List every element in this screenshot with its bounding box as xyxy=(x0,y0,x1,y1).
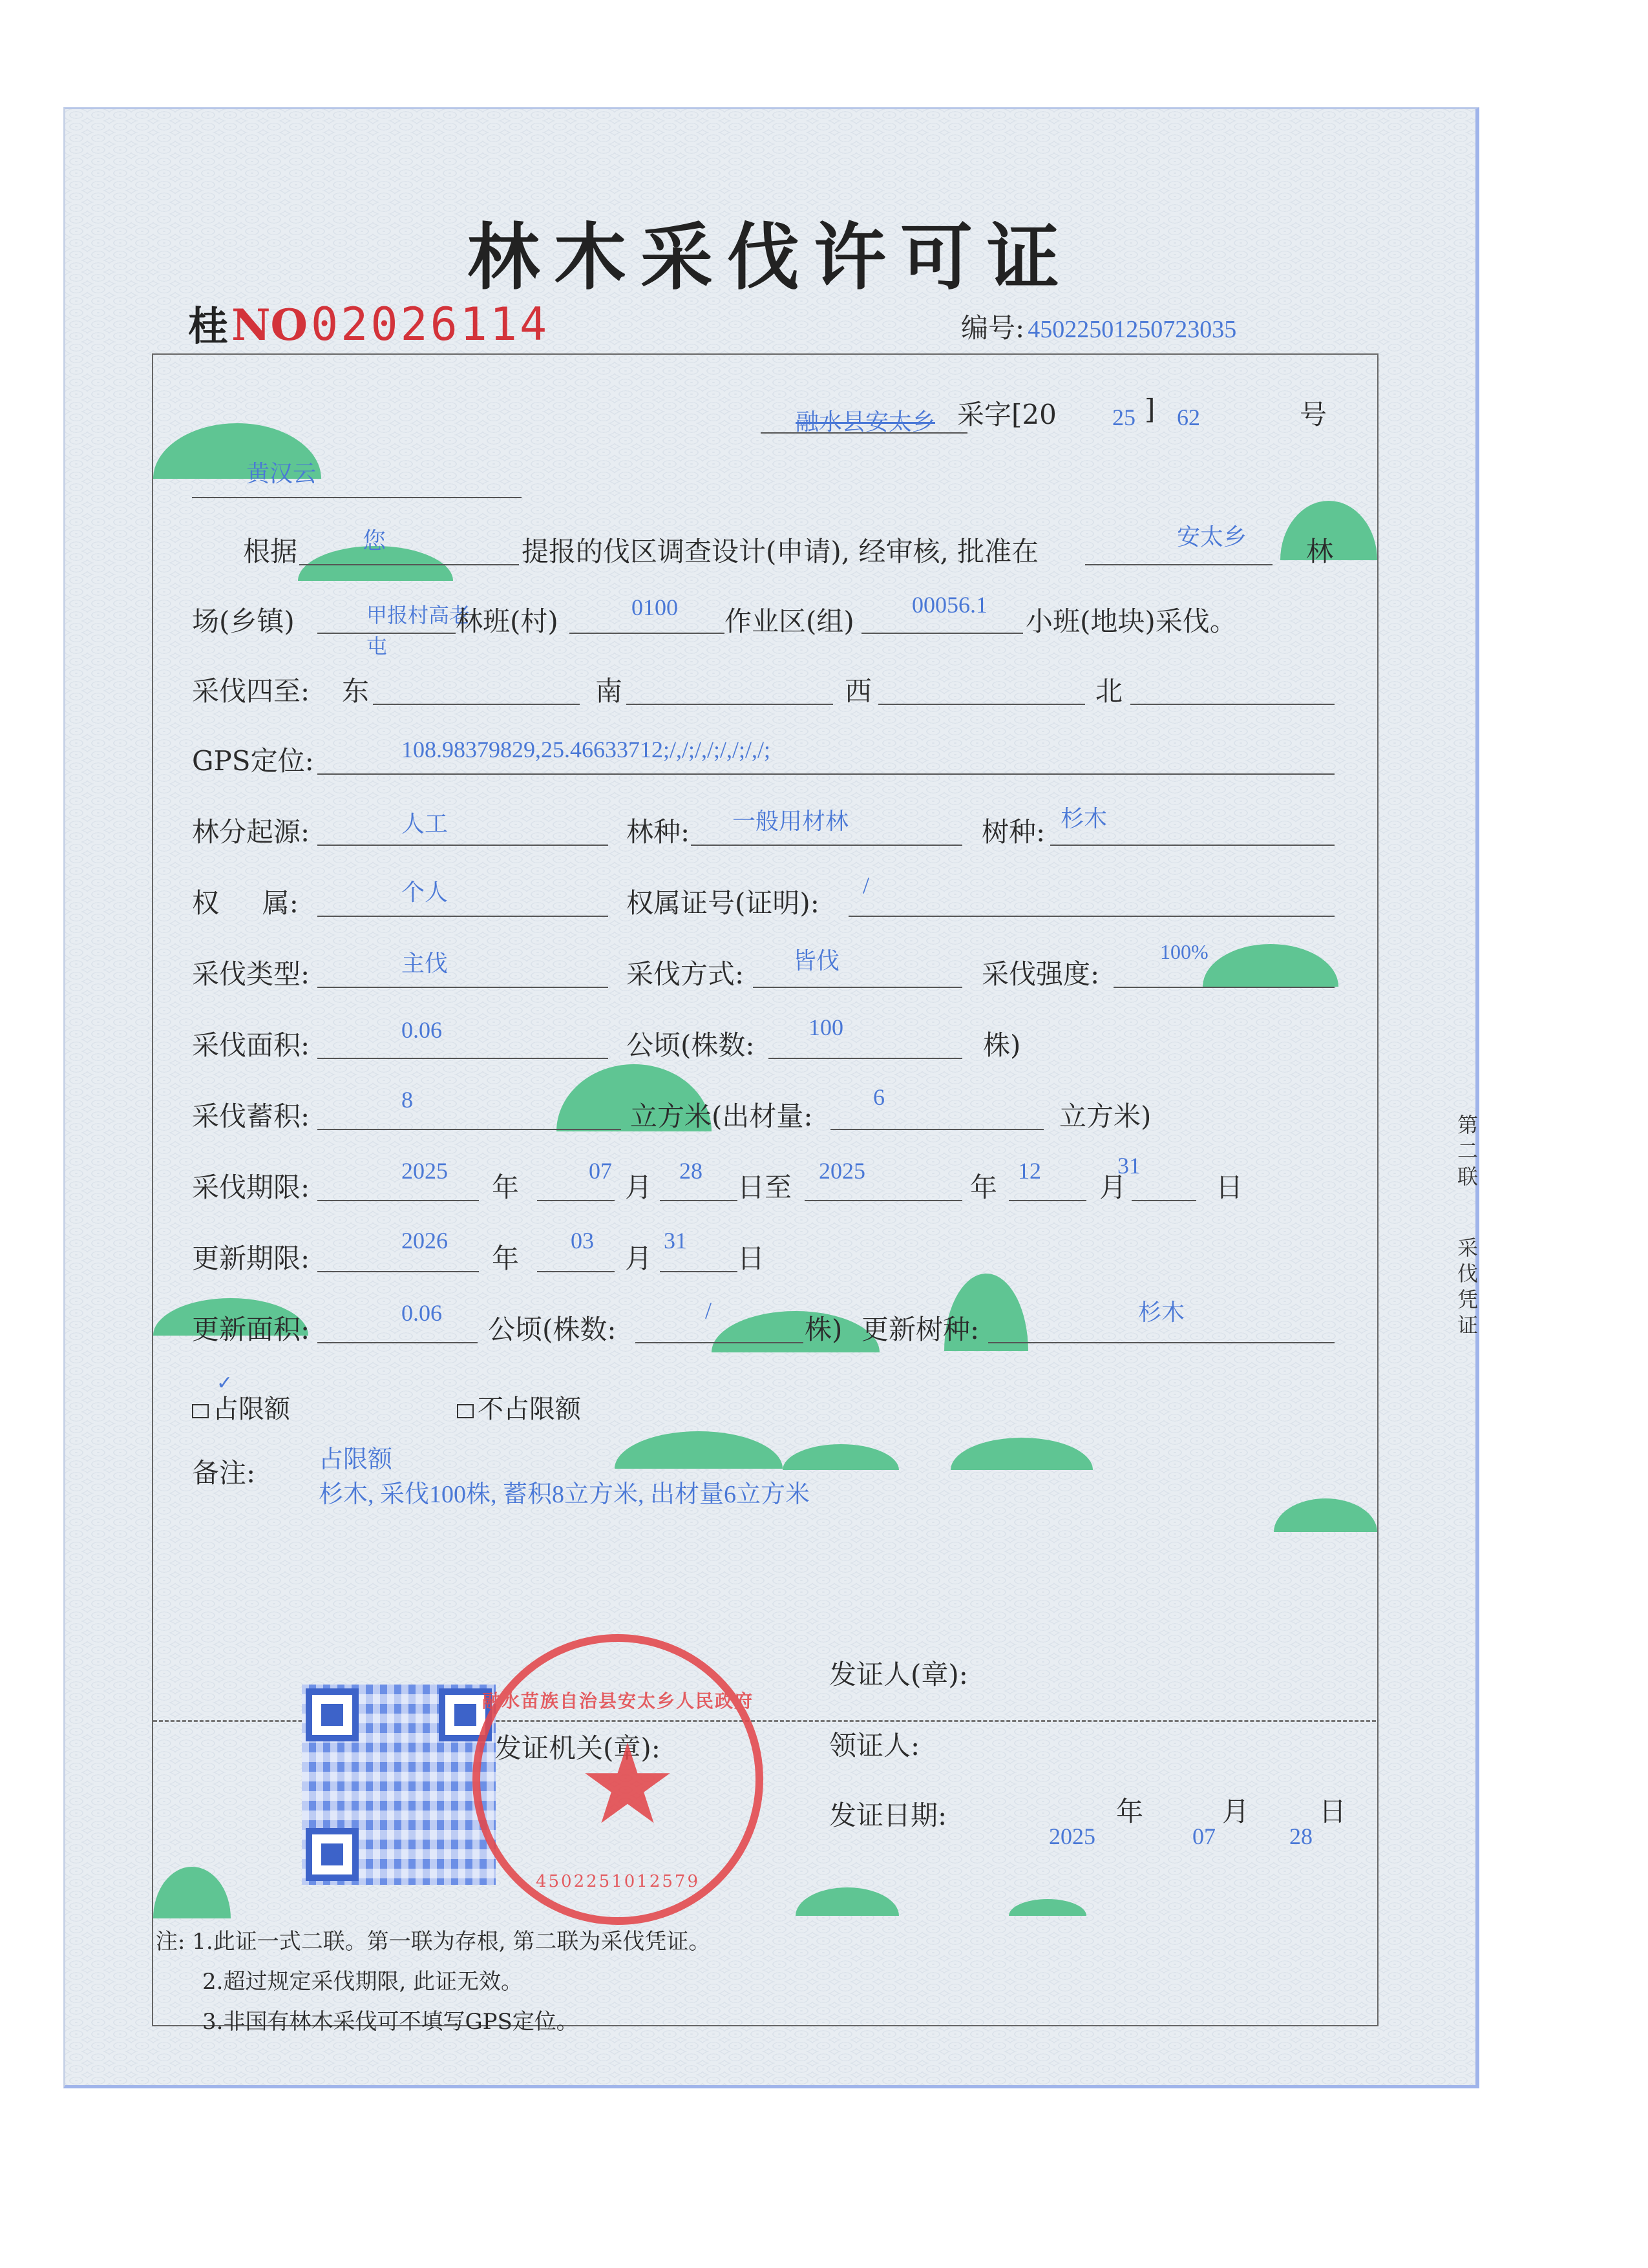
permit-no-label: 采字[20 xyxy=(957,399,1057,430)
recipient-name: 黄汉云 xyxy=(246,461,317,487)
renew-species-value: 杉木 xyxy=(1138,1299,1185,1325)
zone-value: 00056.1 xyxy=(912,592,988,618)
area-count-unit: 株) xyxy=(983,1029,1021,1061)
area-count: 100 xyxy=(808,1014,843,1040)
origin-value: 人工 xyxy=(401,811,449,837)
cut-intensity-value: 100% xyxy=(1160,940,1209,963)
area-unit: 公顷(株数: xyxy=(626,1029,755,1061)
period-year-label-2: 年 xyxy=(970,1171,998,1203)
origin-label: 林分起源: xyxy=(192,816,310,848)
cut-type-underline xyxy=(317,987,608,988)
note-3: 3.非国有林木采伐可不填写GPS定位。 xyxy=(202,2009,578,2035)
volume-yield: 6 xyxy=(873,1084,885,1110)
cut-type-label: 采伐类型: xyxy=(192,958,310,990)
species-underline xyxy=(1050,845,1335,846)
cut-method-label: 采伐方式: xyxy=(626,958,745,990)
issue-year-label: 年 xyxy=(1116,1796,1144,1827)
basis-forest: 林 xyxy=(1306,536,1334,567)
area-label: 采伐面积: xyxy=(192,1029,310,1061)
boundary-west: 西 xyxy=(845,675,872,707)
side-purpose-label: 采伐凭证 xyxy=(1457,1235,1478,1338)
seal-code: 4502251012579 xyxy=(535,1872,701,1891)
forest-type-value: 一般用材林 xyxy=(732,808,849,834)
basis-text: 提报的伐区调查设计(申请), 经审核, 批准在 xyxy=(522,536,1039,567)
boundary-east: 东 xyxy=(342,675,370,707)
renew-count-underline xyxy=(635,1342,803,1343)
renew-month-label: 月 xyxy=(625,1243,653,1274)
permit-bracket: ] xyxy=(1145,394,1156,425)
period-m1-underline xyxy=(537,1200,615,1201)
renew-area-label: 更新面积: xyxy=(192,1314,310,1345)
period-day-label: 日 xyxy=(1216,1171,1243,1203)
lin-ban-label: 林班(村) xyxy=(456,605,558,637)
period-month-label-2: 月 xyxy=(1099,1171,1127,1203)
quota-occupy-checkbox[interactable] xyxy=(192,1404,209,1418)
basis-who: 您 xyxy=(363,528,386,554)
quota-tick: ✓ xyxy=(217,1372,233,1394)
place-underline xyxy=(1085,564,1273,565)
zone-underline xyxy=(861,633,1023,634)
ownership-value: 个人 xyxy=(401,879,449,905)
note-1: 注: 1.此证一式二联。第一联为存根, 第二联为采伐凭证。 xyxy=(156,1929,711,1955)
issue-day-label: 日 xyxy=(1319,1796,1347,1827)
species-value: 杉木 xyxy=(1061,806,1108,832)
remarks-label: 备注: xyxy=(192,1457,256,1489)
code-label: 编号: xyxy=(961,312,1025,344)
cut-type-value: 主伐 xyxy=(401,950,449,976)
volume-value: 8 xyxy=(401,1087,413,1113)
basis-underline xyxy=(299,564,519,565)
origin-underline xyxy=(317,845,608,846)
volume-unit: 立方米(出材量: xyxy=(630,1100,813,1132)
renew-count-unit: 株) xyxy=(805,1314,843,1345)
issue-day: 28 xyxy=(1289,1823,1313,1849)
issue-month-label: 月 xyxy=(1222,1796,1250,1827)
period-month-end: 12 xyxy=(1018,1158,1041,1184)
permit-year: 25 xyxy=(1112,404,1136,430)
forest-type-label: 林种: xyxy=(626,816,690,848)
ownership-label: 权 属: xyxy=(192,887,299,919)
period-day-start: 28 xyxy=(679,1158,703,1184)
ownership-cert-label: 权属证号(证明): xyxy=(626,887,819,919)
permit-code xyxy=(961,307,1236,346)
ownership-cert-underline xyxy=(849,916,1335,917)
renew-day-label: 日 xyxy=(737,1243,765,1274)
issue-date-label: 发证日期: xyxy=(829,1800,947,1831)
lin-ban-value: 0100 xyxy=(631,594,678,620)
basis-place: 安太乡 xyxy=(1177,524,1247,550)
village-value: 甲报村高老 xyxy=(366,604,470,627)
quota-not-occupy-option[interactable] xyxy=(457,1389,581,1425)
permit-suffix: 号 xyxy=(1300,399,1327,430)
renew-day: 31 xyxy=(664,1228,687,1254)
page-title: 林木采伐许可证 xyxy=(467,215,1073,300)
serial-no-mark: NO xyxy=(231,300,308,350)
serial-value: 02026114 xyxy=(311,298,550,351)
renew-period-label: 更新期限: xyxy=(192,1243,310,1274)
period-to: 日至 xyxy=(737,1171,792,1203)
south-underline xyxy=(626,704,833,705)
renew-count: / xyxy=(705,1297,712,1323)
side-part-label: 第二联 xyxy=(1457,1113,1478,1189)
ownership-underline xyxy=(317,916,608,917)
boundary-north: 北 xyxy=(1095,675,1123,707)
note-2: 2.超过规定采伐期限, 此证无效。 xyxy=(202,1969,523,1995)
gps-value: 108.98379829,25.46633712;/,/;/,/;/,/;/,/; xyxy=(401,737,771,762)
period-m2-underline xyxy=(1009,1200,1086,1201)
volume-label: 采伐蓄积: xyxy=(192,1100,310,1132)
period-y2-underline xyxy=(805,1200,962,1201)
quota-occupy-option[interactable] xyxy=(192,1389,290,1425)
renew-area-unit: 公顷(株数: xyxy=(488,1314,617,1345)
code-value: 4502250125072303​5 xyxy=(1028,316,1237,343)
forest-type-underline xyxy=(691,845,962,846)
renew-y-underline xyxy=(317,1271,479,1272)
west-underline xyxy=(878,704,1085,705)
area-value: 0.06 xyxy=(401,1017,442,1043)
cut-method-value: 皆伐 xyxy=(793,948,840,974)
quota-not-occupy-label: 不占限额 xyxy=(478,1394,581,1424)
period-month-start: 07 xyxy=(589,1158,612,1184)
village-value-2: 屯 xyxy=(366,635,388,658)
gps-label: GPS定位: xyxy=(192,745,314,777)
official-seal xyxy=(472,1634,763,1925)
period-y1-underline xyxy=(317,1200,479,1201)
volume-yield-unit: 立方米) xyxy=(1059,1100,1152,1132)
quota-not-occupy-checkbox[interactable] xyxy=(457,1404,474,1418)
cut-method-underline xyxy=(753,987,962,988)
renew-species-underline xyxy=(988,1342,1335,1343)
subcompartment-label: 小班(地块)采伐。 xyxy=(1026,605,1237,637)
period-label: 采伐期限: xyxy=(192,1171,310,1203)
renew-year: 2026 xyxy=(401,1228,448,1254)
renew-d-underline xyxy=(660,1271,737,1272)
renew-m-underline xyxy=(537,1271,615,1272)
boundary-south: 南 xyxy=(595,675,623,707)
seal-text: 融水苗族自治县安太乡人民政府 xyxy=(481,1690,754,1712)
area-count-underline xyxy=(768,1058,962,1059)
issue-month: 07 xyxy=(1192,1823,1216,1849)
east-underline xyxy=(373,704,580,705)
boundary-label: 采伐四至: xyxy=(192,675,310,707)
period-day-end: 31 xyxy=(1117,1153,1141,1179)
issue-year: 2025 xyxy=(1049,1823,1095,1849)
period-d2-underline xyxy=(1132,1200,1196,1201)
period-year-end: 2025 xyxy=(819,1158,865,1184)
period-month-label: 月 xyxy=(625,1171,653,1203)
remarks-line-1: 占限额 xyxy=(319,1446,393,1473)
volume-yield-underline xyxy=(830,1129,1044,1130)
period-year-label: 年 xyxy=(492,1171,520,1203)
serial-number xyxy=(188,294,549,352)
qr-finder xyxy=(306,1688,359,1741)
period-year-start: 2025 xyxy=(401,1158,448,1184)
receiver-label: 领证人: xyxy=(829,1730,920,1761)
period-d1-underline xyxy=(660,1200,737,1201)
north-underline xyxy=(1130,704,1335,705)
renew-month: 03 xyxy=(571,1228,594,1254)
qr-finder xyxy=(306,1828,359,1881)
serial-prefix: 桂 xyxy=(188,302,229,350)
renew-species-label: 更新树种: xyxy=(861,1314,980,1345)
permit-sheet xyxy=(63,107,1479,2088)
ownership-cert-value: / xyxy=(863,872,870,898)
quota-occupy-label: 占限额 xyxy=(213,1394,290,1424)
cut-intensity-label: 采伐强度: xyxy=(982,958,1100,990)
species-label: 树种: xyxy=(982,816,1046,848)
renew-area-value: 0.06 xyxy=(401,1300,442,1326)
qr-code[interactable] xyxy=(302,1685,496,1885)
renew-year-label: 年 xyxy=(492,1243,520,1274)
permit-number: 62 xyxy=(1177,404,1200,430)
lin-ban-underline xyxy=(569,633,724,634)
volume-underline xyxy=(317,1129,621,1130)
area-underline xyxy=(317,1058,608,1059)
basis-label: 根据 xyxy=(243,536,298,567)
cut-intensity-underline xyxy=(1114,987,1335,988)
seal-star-icon xyxy=(582,1739,673,1829)
zone-label: 作业区(组) xyxy=(724,605,854,637)
permit-unit: 融水县安太乡 xyxy=(796,409,936,435)
authority-label: 发证机关(章): xyxy=(494,1732,660,1764)
remarks-line-2: 杉木, 采伐100株, 蓄积8立方米, 出材量6立方米 xyxy=(319,1481,810,1508)
issuer-label: 发证人(章): xyxy=(829,1659,968,1690)
renew-area-underline xyxy=(317,1342,478,1343)
recipient-underline xyxy=(192,497,522,498)
township-label: 场(乡镇) xyxy=(192,605,295,637)
gps-underline xyxy=(317,773,1335,775)
